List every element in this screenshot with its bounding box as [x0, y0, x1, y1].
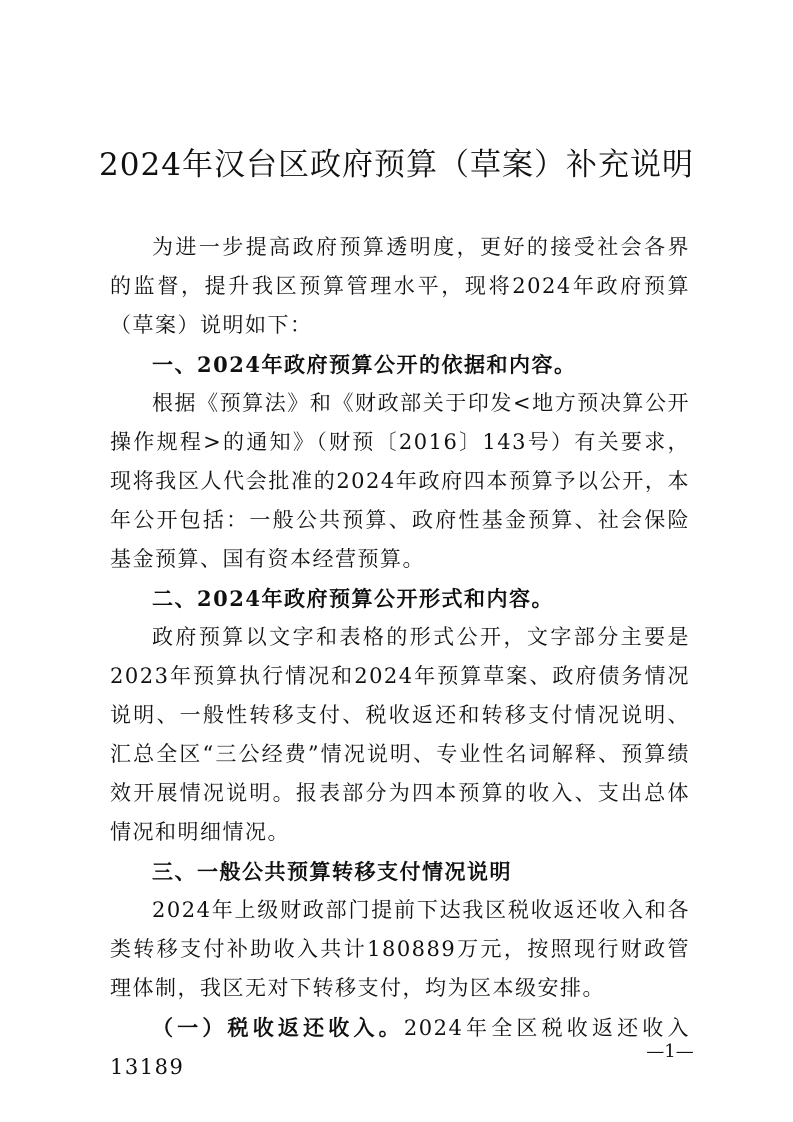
- subsection-paragraph: [110, 1008, 690, 1087]
- section-2-heading: 二、2024年政府预算公开形式和内容。: [152, 586, 554, 611]
- section-3-heading: 三、一般公共预算转移支付情况说明: [152, 859, 512, 884]
- section-2-paragraph: 政府预算以文字和表格的形式公开，文字部分主要是2023年预算执行情况和2024年预算草案、政府债务情况说明、一般性转移支付、税收返还和转移支付情况说明、汇总全区“三公经费”情况说明、专业性名词解释、预算绩效开展情况说明。报表部分为四本预算的收入、支出总体情况和明细情况。: [110, 625, 690, 844]
- section-1-heading: 一、2024年政府预算公开的依据和内容。: [152, 352, 577, 377]
- document-body: [110, 228, 690, 1087]
- section-3-paragraph: 2024年上级财政部门提前下达我区税收返还收入和各类转移支付补助收入共计180889万元，按照现行财政管理体制，我区无对下转移支付，均为区本级安排。: [110, 898, 690, 1000]
- document-title: 2024年汉台区政府预算（草案）补充说明: [99, 147, 694, 183]
- subsection-text: 2024年全区税收返还收入13189: [110, 1016, 690, 1079]
- intro-paragraph: 为进一步提高政府预算透明度，更好的接受社会各界的监督，提升我区预算管理水平，现将2024年政府预算（草案）说明如下：: [110, 235, 690, 337]
- subsection-label: （一）税收返还收入。: [152, 1015, 404, 1040]
- section-1-paragraph: 根据《预算法》和《财政部关于印发<地方预决算公开操作规程>的通知》（财预〔2016〕143号）有关要求，现将我区人代会批准的2024年政府四本预算予以公开，本年公开包括：一般公共预算、政府性基金预算、社会保险基金预算、国有资本经营预算。: [110, 391, 690, 571]
- page-number: —1—: [646, 1041, 694, 1062]
